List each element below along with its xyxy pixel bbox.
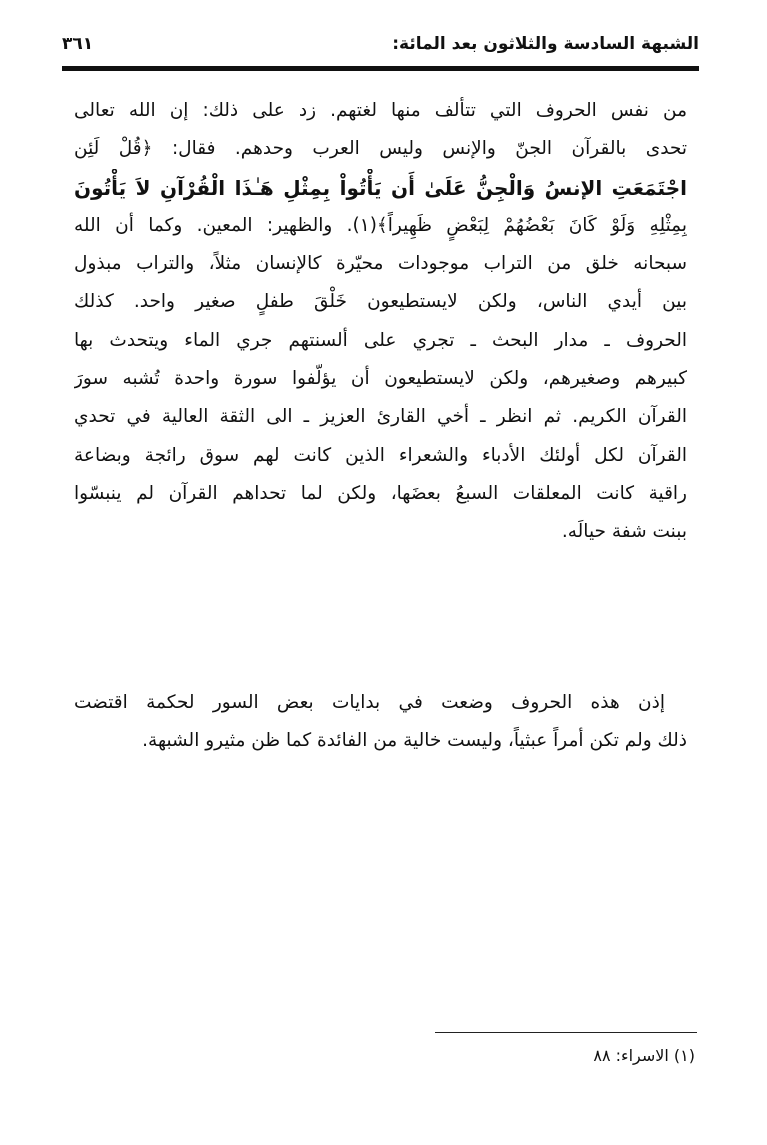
text-line: الحروف ـ مدار البحث ـ تجري على ألسنتهم جري الماء ويتحدث بها xyxy=(74,329,687,351)
text-line: القرآن لكل أولئك الأدباء والشعراء الذين كانت لهم سوق رائجة وبضاعة xyxy=(74,444,687,466)
running-title: الشبهة السادسة والثلاثون بعد المائة: xyxy=(392,34,699,54)
quran-verse-line: اجْتَمَعَتِ الإنسُ وَالْجِنُّ عَلَىٰ أَن يَأْتُواْ بِمِثْلِ هَـٰذَا الْقُرْآنِ لاَ يَأْتُونَ xyxy=(74,175,687,200)
text-line: ببنت شفة حيالَه. xyxy=(561,521,687,543)
text-line: كبيرهم وصغيرهم، ولكن لايستطيعون أن يؤلّفوا سورة واحدة تُشبه سورَ xyxy=(74,368,687,390)
conclusion-paragraph xyxy=(74,684,687,761)
footnote-rule xyxy=(435,1032,697,1033)
text-line: سبحانه خلق من التراب موجودات محيّرة كالإنسان مثلاً، والتراب مبذول xyxy=(74,253,687,275)
text-line: القرآن الكريم. ثم انظر ـ أخي القارئ العزيز ـ الى الثقة العالية في تحدي xyxy=(74,406,687,428)
text-line: بِمِثْلِهِ وَلَوْ كَانَ بَعْضُهُمْ لِبَعْضٍ ظَهِيراً﴾(١). والظهير: المعين. وكما أن الله xyxy=(74,214,687,236)
footnote: (١) الاسراء: ٨٨ xyxy=(593,1046,695,1065)
text-line: إذن هذه الحروف وضعت في بدايات بعض السور لحكمة اقتضت xyxy=(74,692,665,713)
page-header xyxy=(62,30,699,64)
text-line: من نفس الحروف التي تتألف منها لغتهم. زد على ذلك: إن الله تعالى xyxy=(74,100,687,121)
text-line: تحدى بالقرآن الجنّ والإنس وليس العرب وحدهم. فقال: ﴿قُلْ لَئِن xyxy=(74,138,687,160)
page-number: ٣٦١ xyxy=(62,34,94,54)
text-line: راقية كانت المعلقات السبعُ بعضَها، ولكن لما تحداهم القرآن لم ينبسّوا xyxy=(74,482,687,504)
text-line: بين أيدي الناس، ولكن لايستطيعون خَلْقَ طفلٍ صغير واحد. كذلك xyxy=(74,291,687,313)
main-paragraph xyxy=(74,92,687,552)
header-rule xyxy=(62,66,699,71)
text-line: ذلك ولم تكن أمراً عبثياً، وليست خالية من الفائدة كما ظن مثيرو الشبهة. xyxy=(142,730,687,752)
